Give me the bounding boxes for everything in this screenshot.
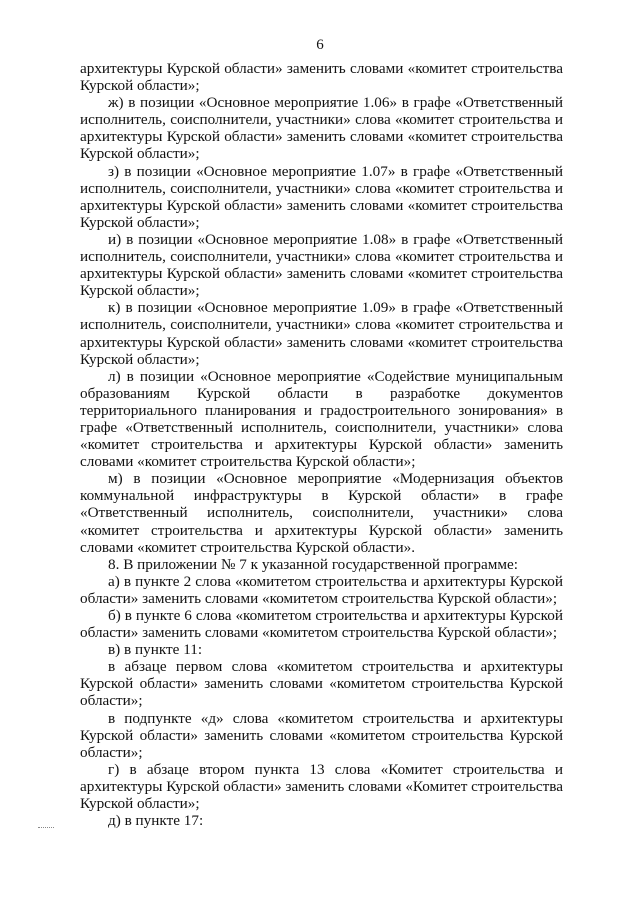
paragraph-item-m: м) в позиции «Основное мероприятие «Модернизация объектов коммунальной инфраструктуры в Курской области» в графе «Ответственный исполнитель, соисполнители, участники» слова «комитет строительства и архитектуры Курской области» заменить словами «комитет строительства Курской области». [80, 470, 563, 556]
page-number: 6 [316, 37, 324, 53]
paragraph-item-b: б) в пункте 6 слова «комитетом строительства и архитектуры Курской области» заменить словами «комитетом строительства Курской области»; [80, 607, 563, 642]
paragraph-section-8: 8. В приложении № 7 к указанной государственной программе: [108, 555, 518, 573]
paragraph-item-d: д) в пункте 17: [108, 812, 204, 830]
paragraph-subitem-d: в подпункте «д» слова «комитетом строительства и архитектуры Курской области» заменить словами «комитетом строительства Курской области»; [80, 709, 563, 761]
paragraph-item-l: л) в позиции «Основное мероприятие «Содействие муниципальным образованиям Курской области в разработке документов территориального планирования и градостроительного зонирования» в графе «Ответственный исполнитель, соисполнители, участники» слова «комитет строительства и архитектуры Курской области» заменить словами «комитет строительства Курской области»; [80, 367, 563, 471]
paragraph-item-v: в) в пункте 11: [108, 641, 203, 659]
paragraph-item-g: г) в абзаце втором пункта 13 слова «Комитет строительства и архитектуры Курской области» заменить словами «Комитет строительства Курской области»; [80, 760, 563, 813]
scan-margin-mark [38, 827, 54, 830]
document-body [80, 60, 563, 829]
paragraph-item-zh: ж) в позиции «Основное мероприятие 1.06» в графе «Ответственный исполнитель, соисполнители, участники» слова «комитет строительства и архитектуры Курской области» заменить словами «комитет строительства Курской области»; [80, 94, 563, 163]
paragraph-subitem-first-abzac: в абзаце первом слова «комитетом строительства и архитектуры Курской области» заменить словами «комитетом строительства Курской области»; [80, 658, 563, 710]
paragraph-item-k: к) в позиции «Основное мероприятие 1.09» в графе «Ответственный исполнитель, соисполнители, участники» слова «комитет строительства и архитектуры Курской области» заменить словами «комитет строительства Курской области»; [80, 299, 563, 368]
paragraph-continuation: архитектуры Курской области» заменить словами «комитет строительства Курской области»; [80, 60, 563, 95]
paragraph-item-z: з) в позиции «Основное мероприятие 1.07» в графе «Ответственный исполнитель, соисполнители, участники» слова «комитет строительства и архитектуры Курской области» заменить словами «комитет строительства Курской области»; [80, 162, 563, 231]
paragraph-item-a: а) в пункте 2 слова «комитетом строительства и архитектуры Курской области» заменить словами «комитетом строительства Курской области»; [80, 572, 563, 607]
paragraph-item-i: и) в позиции «Основное мероприятие 1.08» в графе «Ответственный исполнитель, соисполнители, участники» слова «комитет строительства и архитектуры Курской области» заменить словами «комитет строительства Курской области»; [80, 230, 563, 300]
